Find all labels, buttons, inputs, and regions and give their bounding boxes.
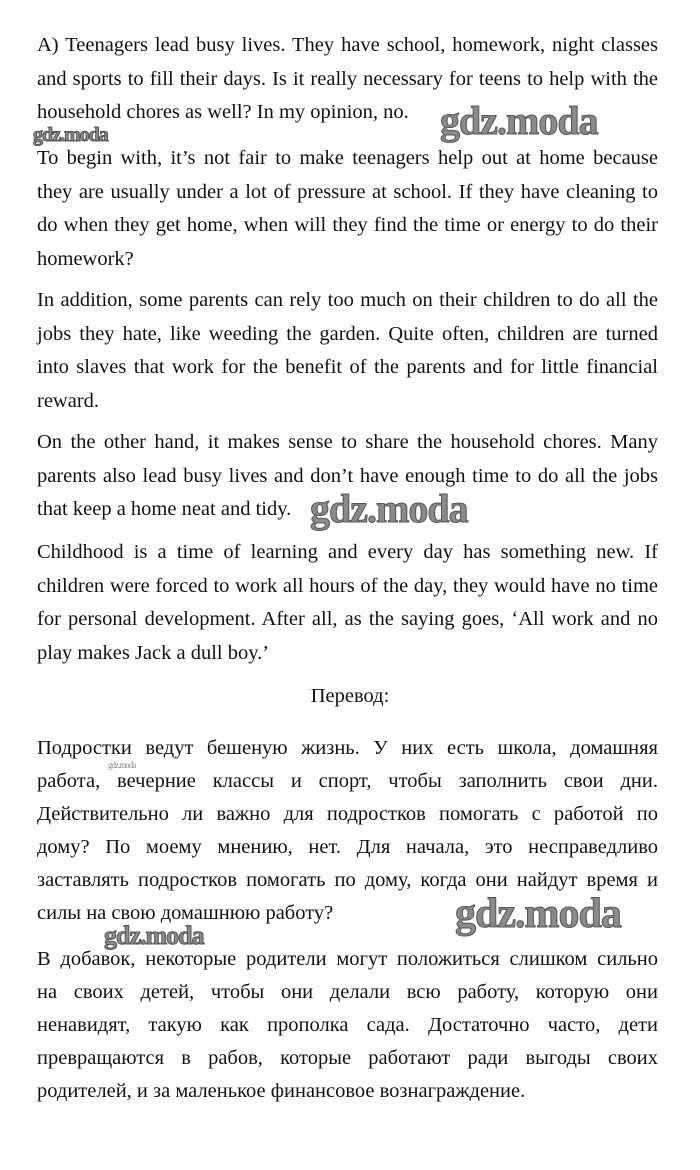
text-line: for personal development. After all, as the saying goes, ‘All work and no (37, 608, 658, 631)
text-line: jobs they hate, like weeding the garden. Quite often, children are turned (37, 322, 658, 345)
watermark: gdz.moda (104, 921, 204, 950)
text-line: In addition, some parents can rely too much on their children to do all the (37, 289, 658, 311)
text-line: дому? По моему мнению, нет. Для начала, это несправедливо (37, 836, 658, 858)
text-line: and sports to fill their days. Is it really necessary for teens to help with the (37, 67, 658, 90)
text-line: A) Teenagers lead busy lives. They have school, homework, night classes (37, 34, 658, 56)
text-line: Действительно ли важно для подростков помогать с работой по (37, 803, 658, 825)
text-line: To begin with, it’s not fair to make teenagers help out at home because (37, 147, 658, 169)
text-line: превращаются в рабов, которые работают ради выгоды своих (37, 1047, 658, 1069)
en-paragraph-3 (37, 289, 658, 423)
watermark: gdz.moda (455, 891, 621, 937)
text-line: household chores as well? In my opinion, no. (37, 101, 409, 124)
text-line: ненавидят, такую как прополка сада. Достаточно часто, дети (37, 1014, 658, 1036)
text-line: play makes Jack a dull boy.’ (37, 641, 270, 664)
text-line: Подростки ведут бешеную жизнь. У них есть школа, домашняя (37, 737, 658, 759)
text-line: силы на свою домашнюю работу? (37, 902, 334, 924)
text-line: into slaves that work for the benefit of the parents and for little financial (37, 356, 658, 379)
text-line: do when they get home, when will they find the time or energy to do their (37, 214, 658, 237)
watermark: gdz.moda (310, 486, 468, 531)
watermark: gdz.moda (108, 760, 136, 770)
text-line: В добавок, некоторые родители могут положиться слишком сильно (37, 948, 658, 970)
text-line: they are usually under a lot of pressure at school. If they have cleaning to (37, 180, 658, 203)
text-line: работа, вечерние классы и спорт, чтобы заполнить свои дни. (37, 770, 658, 792)
text-line: заставлять подростков помогать по дому, когда они найдут время и (37, 869, 658, 891)
watermark: gdz.moda (33, 124, 108, 146)
text-line: homework? (37, 247, 134, 270)
en-paragraph-2 (37, 147, 658, 281)
text-line: родителей, и за маленькое финансовое вознаграждение. (37, 1080, 526, 1102)
text-line: на своих детей, чтобы они делали всю работу, которую они (37, 981, 658, 1003)
ru-paragraph-2 (37, 948, 658, 1113)
en-paragraph-5 (37, 541, 658, 675)
text-line: parents also lead busy lives and don’t have enough time to do all the jobs (37, 464, 658, 487)
text-line: that keep a home neat and tidy. (37, 498, 292, 521)
text-line: On the other hand, it makes sense to share the household chores. Many (37, 431, 658, 453)
text-line: children were forced to work all hours of the day, they would have no time (37, 574, 658, 597)
translation-heading: Перевод: (310, 685, 390, 707)
text-line: reward. (37, 389, 100, 412)
watermark: gdz.moda (440, 98, 598, 143)
text-line: Childhood is a time of learning and every day has something new. If (37, 541, 658, 563)
